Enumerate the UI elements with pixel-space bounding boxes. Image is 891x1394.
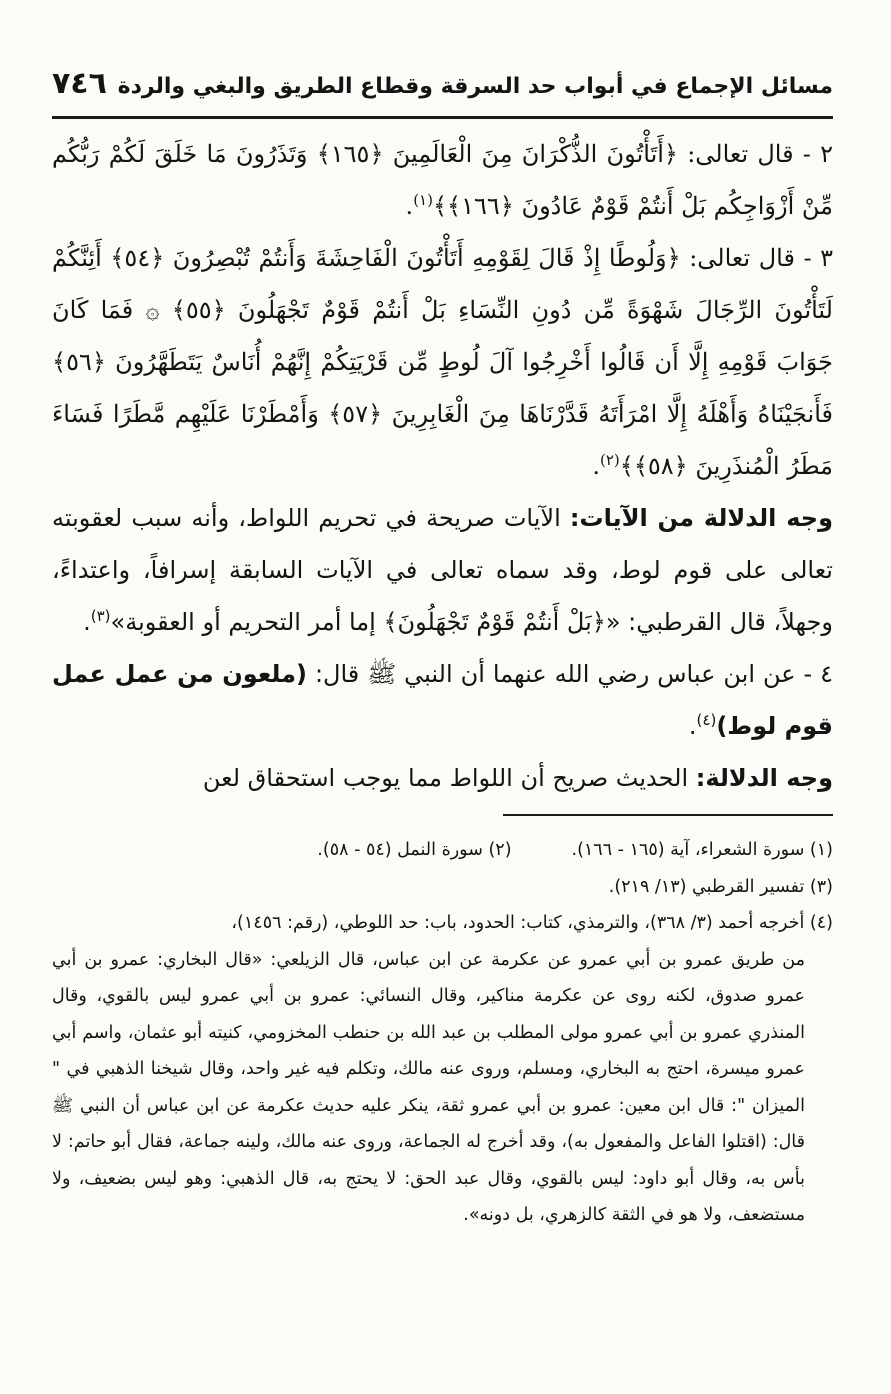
footnote-2: (٢) سورة النمل (٥٤ - ٥٨). bbox=[317, 840, 512, 860]
footnote-ref: (١) bbox=[413, 191, 433, 209]
item-prefix: ٢ - قال تعالى: bbox=[677, 140, 833, 168]
footnote-ref: (٢) bbox=[599, 451, 620, 469]
footnote-separator bbox=[503, 814, 833, 816]
footnote-4-first-line: (٤) أخرجه أحمد (٣/ ٣٦٨)، والترمذي، كتاب: الحدود، باب: حد اللوطي، (رقم: ١٤٥٦)، bbox=[231, 913, 833, 933]
evidence-label: وجه الدلالة من الآيات: bbox=[569, 504, 833, 532]
footnote-row-1-2 bbox=[52, 832, 833, 869]
period: . bbox=[688, 712, 697, 740]
footnote-ref: (٣) bbox=[90, 607, 111, 625]
quran-quote: ﴿أَتَأْتُونَ الذُّكْرَانَ مِنَ الْعَالَمِينَ ﴿١٦٥﴾ وَتَذَرُونَ مَا خَلَقَ لَكُمْ رَبُّكُم مِّنْ أَزْوَاجِكُم بَلْ أَنتُمْ قَوْمٌ عَادُونَ ﴿١٦٦﴾﴾ bbox=[52, 140, 833, 220]
page-number: ٧٤٦ bbox=[52, 66, 107, 101]
period: . bbox=[405, 192, 414, 220]
evidence-text: الحديث صريح أن اللواط مما يوجب استحقاق لعن bbox=[202, 764, 696, 792]
evidence-label: وجه الدلالة: bbox=[695, 764, 833, 792]
period: . bbox=[83, 608, 91, 636]
evidence-text-end: إما أمر التحريم أو العقوبة» bbox=[110, 608, 384, 636]
evidence-text: الآيات صريحة في تحريم اللواط، وأنه سبب لعقوبته تعالى على قوم لوط، وقد سماه تعالى في الآيات السابقة إسرافاً، واعتداءً، وجهلاً، قال القرطبي: « bbox=[52, 504, 833, 636]
main-text bbox=[52, 128, 833, 804]
paragraph-verse-2 bbox=[52, 128, 833, 232]
paragraph-verse-3 bbox=[52, 232, 833, 492]
paragraph-evidence-verses bbox=[52, 492, 833, 648]
period: . bbox=[592, 452, 600, 480]
running-header bbox=[52, 64, 833, 119]
footnote-4-body: من طريق عمرو بن أبي عمرو عن عكرمة عن ابن عباس، قال الزيلعي: «قال البخاري: عمرو بن أبي عمرو صدوق، لكنه روى عن عكرمة مناكير، وقال النسائي: عمرو بن أبي عمرو ليس بالقوي، وقال المنذري عمرو بن أبي عمرو مولى المطلب بن عبد الله بن حنطب المخزومي، كنيته أبو عثمان، واسم أبي عمرو ميسرة، احتج به البخاري، ومسلم، وروى عنه مالك، وتكلم فيه غير واحد، وقال شيخنا الذهبي في " الميزان ": قال ابن معين: عمرو بن أبي عمرو ثقة، ينكر عليه حديث عكرمة عن ابن عباس أن النبي ﷺ قال: (اقتلوا الفاعل والمفعول به)، وقد أخرج له الجماعة، وروى عنه مالك، ولينه جماعة، فقال أبو حاتم: لا بأس به، وقال أبو داود: ليس بالقوي، وقال عبد الحق: لا يحتج به، قال الذهبي: وهو ليس بضعيف، ولا مستضعف، ولا هو في الثقة كالزهري، بل دونه». bbox=[52, 949, 805, 1225]
quran-quote: ﴿وَلُوطًا إِذْ قَالَ لِقَوْمِهِ أَتَأْتُونَ الْفَاحِشَةَ وَأَنتُمْ تُبْصِرُونَ ﴿٥٤﴾ أَئِنَّكُمْ لَتَأْتُونَ الرِّجَالَ شَهْوَةً مِّن دُونِ النِّسَاءِ بَلْ أَنتُمْ قَوْمٌ تَجْهَلُونَ ﴿٥٥﴾ ۞ فَمَا كَانَ جَوَابَ قَوْمِهِ إِلَّا أَن قَالُوا أَخْرِجُوا آلَ لُوطٍ مِّن قَرْيَتِكُمْ إِنَّهُمْ أُنَاسٌ يَتَطَهَّرُونَ ﴿٥٦﴾ فَأَنجَيْنَاهُ وَأَهْلَهُ إِلَّا امْرَأَتَهُ قَدَّرْنَاهَا مِنَ الْغَابِرِينَ ﴿٥٧﴾ وَأَمْطَرْنَا عَلَيْهِم مَّطَرًا فَسَاءَ مَطَرُ الْمُنذَرِينَ ﴿٥٨﴾﴾ bbox=[52, 244, 834, 480]
footnote-3: (٣) تفسير القرطبي (١٣/ ٢١٩). bbox=[608, 876, 833, 897]
footnotes bbox=[52, 832, 833, 1234]
hadith-text: (ملعون من عمل عمل قوم لوط) bbox=[52, 660, 833, 740]
quran-quote: ﴿بَلْ أَنتُمْ قَوْمٌ تَجْهَلُونَ﴾ bbox=[383, 608, 606, 636]
item-prefix: ٣ - قال تعالى: bbox=[680, 244, 833, 272]
hadith-intro: ٤ - عن ابن عباس رضي الله عنهما أن النبي ﷺ قال: bbox=[307, 660, 833, 688]
paragraph-evidence-hadith bbox=[52, 752, 833, 804]
header-title: مسائل الإجماع في أبواب حد السرقة وقطاع الطريق والبغي والردة bbox=[117, 74, 833, 99]
paragraph-hadith-4 bbox=[52, 648, 833, 752]
footnote-ref: (٤) bbox=[696, 711, 717, 729]
footnote-1: (١) سورة الشعراء، آية (١٦٥ - ١٦٦). bbox=[571, 840, 833, 860]
